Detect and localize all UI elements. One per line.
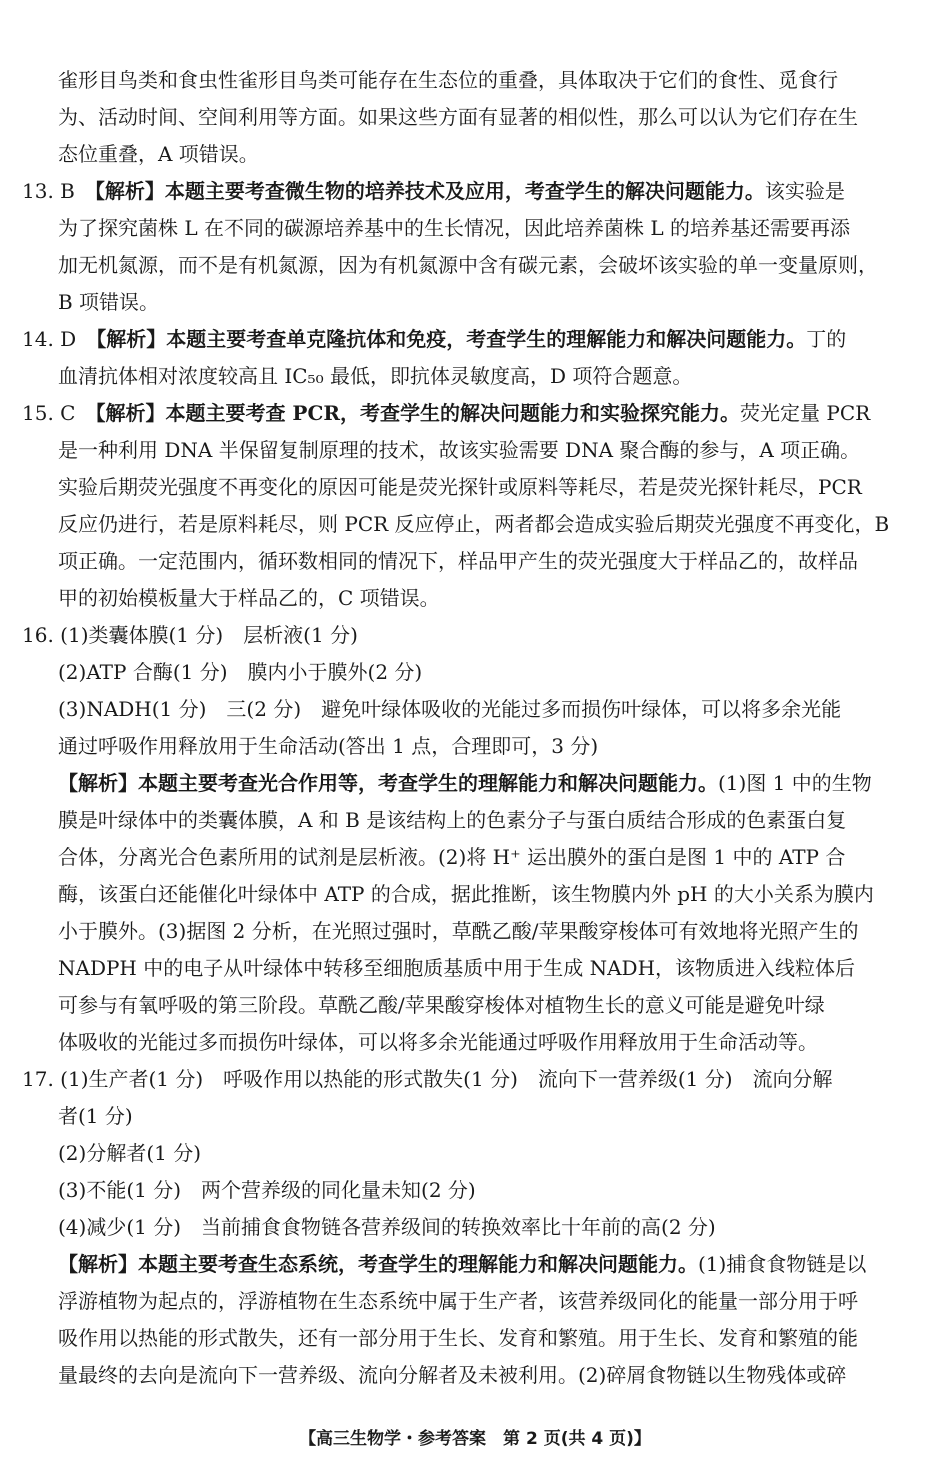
text-line xyxy=(22,1024,930,1061)
text-segment: 是一种利用 DNA 半保留复制原理的技术，故该实验需要 DNA 聚合酶的参与，A 项正确。 xyxy=(58,438,861,462)
text-line xyxy=(22,247,930,284)
text-line xyxy=(22,839,930,876)
text-line xyxy=(22,506,930,543)
text-segment: 为、活动时间、空间利用等方面。如果这些方面有显著的相似性，那么可以认为它们存在生 xyxy=(58,105,858,129)
text-line xyxy=(22,1061,930,1098)
text-segment: 17. (1)生产者(1 分) 呼吸作用以热能的形式散失(1 分) 流向下一营养级(1 分) 流向分解 xyxy=(22,1067,833,1091)
text-line xyxy=(22,691,930,728)
text-segment: 可参与有氧呼吸的第三阶段。草酰乙酸/苹果酸穿梭体对植物生长的意义可能是避免叶绿 xyxy=(58,993,825,1017)
text-line xyxy=(22,1172,930,1209)
text-line xyxy=(22,432,930,469)
text-line xyxy=(22,173,930,210)
text-segment: NADPH 中的电子从叶绿体中转移至细胞质基质中用于生成 NADH，该物质进入线粒体后 xyxy=(58,956,856,980)
text-segment: 15. C xyxy=(22,401,96,425)
text-line xyxy=(22,580,930,617)
text-line xyxy=(22,99,930,136)
text-segment: 雀形目鸟类和食虫性雀形目鸟类可能存在生态位的重叠，具体取决于它们的食性、觅食行 xyxy=(58,68,838,92)
text-line xyxy=(22,1246,930,1283)
text-segment: 合体，分离光合色素所用的试剂是层析液。(2)将 H⁺ 运出膜外的蛋白是图 1 中的 ATP 合 xyxy=(58,845,846,869)
text-segment: 者(1 分) xyxy=(58,1104,133,1128)
text-segment: 小于膜外。(3)据图 2 分析，在光照过强时，草酰乙酸/苹果酸穿梭体可有效地将光照产生的 xyxy=(58,919,859,943)
text-line xyxy=(22,1135,930,1172)
text-line xyxy=(22,136,930,173)
text-line xyxy=(22,469,930,506)
text-segment: (3)不能(1 分) 两个营养级的同化量未知(2 分) xyxy=(58,1178,476,1202)
analysis-heading: 【解析】本题主要考查光合作用等，考查学生的理解能力和解决问题能力。 xyxy=(58,771,718,795)
text-segment: 该实验是 xyxy=(764,179,845,203)
text-segment: 通过呼吸作用释放用于生命活动(答出 1 点，合理即可，3 分) xyxy=(58,734,599,758)
text-line xyxy=(22,395,930,432)
text-segment: 甲的初始模板量大于样品乙的，C 项错误。 xyxy=(58,586,440,610)
text-segment: 反应仍进行，若是原料耗尽，则 PCR 反应停止，两者都会造成实验后期荧光强度不再变化，B xyxy=(58,512,890,536)
text-segment: 态位重叠，A 项错误。 xyxy=(58,142,259,166)
text-segment: 加无机氮源，而不是有机氮源，因为有机氮源中含有碳元素，会破坏该实验的单一变量原则， xyxy=(58,253,878,277)
analysis-heading: 【解析】本题主要考查微生物的培养技术及应用，考查学生的解决问题能力。 xyxy=(94,179,765,203)
text-segment: 吸作用以热能的形式散失，还有一部分用于生长、发育和繁殖。用于生长、发育和繁殖的能 xyxy=(58,1326,858,1350)
text-line xyxy=(22,543,930,580)
text-line xyxy=(22,358,930,395)
text-segment: 体吸收的光能过多而损伤叶绿体，可以将多余光能通过呼吸作用释放用于生命活动等。 xyxy=(58,1030,818,1054)
text-segment: 13. B xyxy=(22,179,95,203)
text-line xyxy=(22,913,930,950)
text-line xyxy=(22,876,930,913)
text-line xyxy=(22,1098,930,1135)
text-line xyxy=(22,987,930,1024)
text-segment: 14. D xyxy=(22,327,97,351)
text-line xyxy=(22,284,930,321)
text-line xyxy=(22,728,930,765)
text-segment: 为了探究菌株 L 在不同的碳源培养基中的生长情况，因此培养菌株 L 的培养基还需要再添 xyxy=(58,216,850,240)
text-line xyxy=(22,210,930,247)
page-footer: 【高三生物学・参考答案 第 2 页(共 4 页)】 xyxy=(299,1429,651,1449)
text-line xyxy=(22,765,930,802)
text-line xyxy=(22,950,930,987)
text-line xyxy=(22,1209,930,1246)
text-segment: 量最终的去向是流向下一营养级、流向分解者及未被利用。(2)碎屑食物链以生物残体或碎 xyxy=(58,1363,847,1387)
text-segment: (1)图 1 中的生物 xyxy=(718,771,872,795)
text-line xyxy=(22,654,930,691)
text-segment: (2)分解者(1 分) xyxy=(58,1141,202,1165)
text-segment: 16. (1)类囊体膜(1 分) 层析液(1 分) xyxy=(22,623,358,647)
text-segment: 血清抗体相对浓度较高且 IC₅₀ 最低，即抗体灵敏度高，D 项符合题意。 xyxy=(58,364,693,388)
text-segment: (2)ATP 合酶(1 分) 膜内小于膜外(2 分) xyxy=(58,660,423,684)
text-segment: 实验后期荧光强度不再变化的原因可能是荧光探针或原料等耗尽，若是荧光探针耗尽，PCR xyxy=(58,475,862,499)
text-line xyxy=(22,1320,930,1357)
text-segment: (1)捕食食物链是以 xyxy=(698,1252,867,1276)
text-line xyxy=(22,62,930,99)
text-segment: 膜是叶绿体中的类囊体膜，A 和 B 是该结构上的色素分子与蛋白质结合形成的色素蛋白复 xyxy=(58,808,847,832)
analysis-heading: 【解析】本题主要考查 PCR，考查学生的解决问题能力和实验探究能力。 xyxy=(95,401,741,425)
text-line xyxy=(22,1283,930,1320)
analysis-heading: 【解析】本题主要考查生态系统，考查学生的理解能力和解决问题能力。 xyxy=(58,1252,698,1276)
text-segment: 荧光定量 PCR xyxy=(740,401,871,425)
answer-text-block xyxy=(22,62,930,1394)
text-line xyxy=(22,617,930,654)
text-segment: B 项错误。 xyxy=(58,290,160,314)
text-segment: 酶，该蛋白还能催化叶绿体中 ATP 的合成，据此推断，该生物膜内外 pH 的大小关系为膜内 xyxy=(58,882,874,906)
text-segment: 浮游植物为起点的，浮游植物在生态系统中属于生产者，该营养级同化的能量一部分用于呼 xyxy=(58,1289,858,1313)
analysis-heading: 【解析】本题主要考查单克隆抗体和免疫，考查学生的理解能力和解决问题能力。 xyxy=(96,327,807,351)
text-line xyxy=(22,321,930,358)
text-segment: (3)NADH(1 分) 三(2 分) 避免叶绿体吸收的光能过多而损伤叶绿体，可以将多余光能 xyxy=(58,697,842,721)
text-line xyxy=(22,802,930,839)
text-segment: 项正确。一定范围内，循环数相同的情况下，样品甲产生的荧光强度大于样品乙的，故样品 xyxy=(58,549,858,573)
text-segment: 丁的 xyxy=(806,327,847,351)
text-line xyxy=(22,1357,930,1394)
text-segment: (4)减少(1 分) 当前捕食食物链各营养级间的转换效率比十年前的高(2 分) xyxy=(58,1215,716,1239)
